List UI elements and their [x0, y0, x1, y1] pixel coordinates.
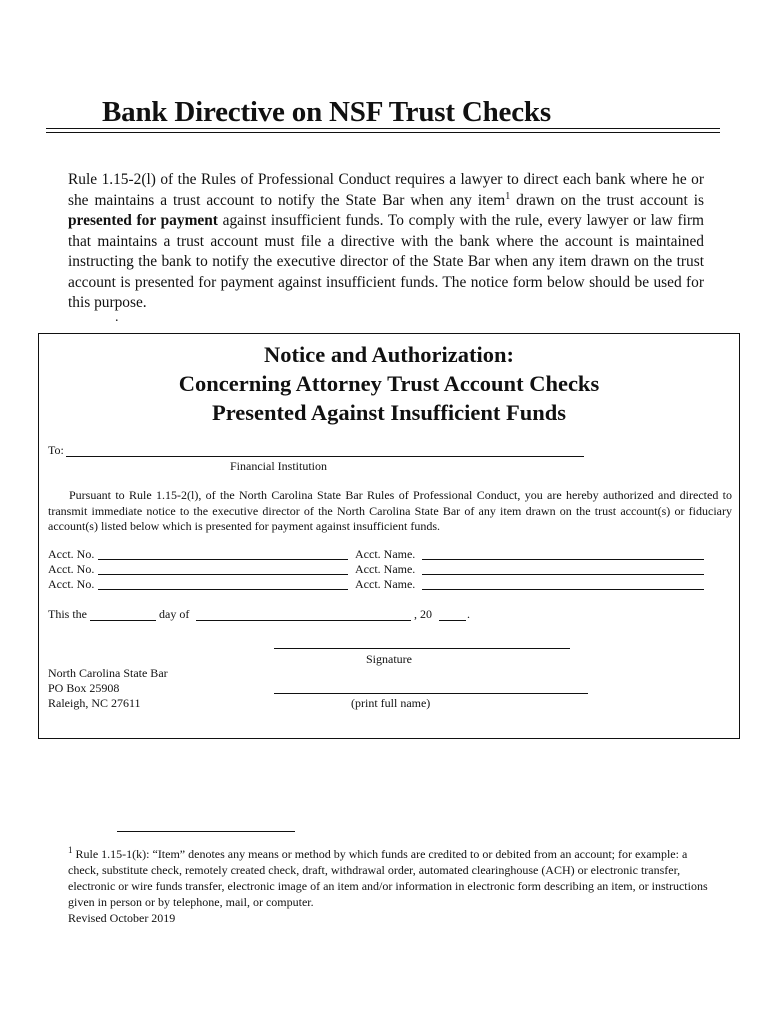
- acct-no-field-2[interactable]: [98, 574, 348, 575]
- title-underline-bottom: [46, 132, 720, 133]
- acct-no-field-3[interactable]: [98, 589, 348, 590]
- title-underline-top: [46, 128, 720, 129]
- stray-dot: .: [115, 310, 119, 325]
- date-end: .: [467, 607, 470, 621]
- print-name-caption: (print full name): [351, 696, 431, 710]
- footnote: [68, 842, 708, 926]
- address-line-3: Raleigh, NC 27611: [48, 696, 141, 710]
- date-year-label: , 20: [414, 607, 432, 621]
- notice-subheading-1: Concerning Attorney Trust Account Checks: [178, 371, 600, 396]
- acct-name-label-1: Acct. Name.: [355, 547, 416, 561]
- acct-name-field-2[interactable]: [422, 574, 704, 575]
- financial-institution-field[interactable]: [66, 456, 584, 457]
- footnote-text: Rule 1.15-1(k): “Item” denotes any means or method by which funds are credited to or debited from an account; for example: a check, substitute check, remotely created check, draft, withdrawal order, automated clearinghouse (ACH) or electronic transfer, electronic or wire funds transfer, electronic image of an item and/or information in electronic form describing an item, or instructions given in person or by telephone, mail, or computer.: [68, 847, 708, 909]
- revised-date: Revised October 2019: [68, 911, 176, 925]
- intro-paragraph: Rule 1.15-2(l) of the Rules of Professional Conduct requires a lawyer to direct each bank where he or she maintains a trust account to notify the State Bar when any item$^1$ drawn on the trust account is presented for payment against insufficient funds. To comply with the rule, every lawyer or law firm that maintains a trust account must file a directive with the bank where the account is maintained instructing the bank to notify the executive director of the State Bar when any item drawn on the trust account is presented for payment against insufficient funds. The notice form below should be used for this purpose.: [68, 171, 704, 311]
- page-title: Bank Directive on NSF Trust Checks: [102, 96, 551, 128]
- notice-heading: Notice and Authorization:: [264, 342, 514, 367]
- footnote-number: 1: [68, 845, 73, 855]
- footnote-marker: 1: [505, 190, 511, 202]
- date-month-field[interactable]: [196, 620, 411, 621]
- date-this-label: This the: [48, 607, 87, 621]
- print-name-field[interactable]: [274, 693, 588, 694]
- financial-institution-caption: Financial Institution: [230, 459, 327, 473]
- acct-name-field-3[interactable]: [422, 589, 704, 590]
- signature-caption: Signature: [366, 652, 412, 666]
- acct-no-label-1: Acct. No.: [48, 547, 95, 561]
- address-line-2: PO Box 25908: [48, 681, 120, 695]
- acct-name-label-2: Acct. Name.: [355, 562, 416, 576]
- notice-subheading-2: Presented Against Insufficient Funds: [211, 400, 566, 425]
- authorization-paragraph: Pursuant to Rule 1.15-2(l), of the North Carolina State Bar Rules of Professional Conduct, you are hereby authorized and directed to transmit immediate notice to the executive director of the North Carolina State Bar of any item drawn on the trust account(s) or fiduciary account(s) listed below which is presented for payment against insufficient funds.: [48, 488, 732, 533]
- date-year-field[interactable]: [439, 620, 466, 621]
- footnote-separator: [117, 831, 295, 832]
- acct-no-label-2: Acct. No.: [48, 562, 95, 576]
- to-label: To:: [48, 443, 64, 457]
- acct-no-field-1[interactable]: [98, 559, 348, 560]
- acct-name-label-3: Acct. Name.: [355, 577, 416, 591]
- signature-field[interactable]: [274, 648, 570, 649]
- date-day-field[interactable]: [90, 620, 156, 621]
- address-line-1: North Carolina State Bar: [48, 666, 168, 680]
- acct-name-field-1[interactable]: [422, 559, 704, 560]
- date-day-label: day of: [159, 607, 190, 621]
- acct-no-label-3: Acct. No.: [48, 577, 95, 591]
